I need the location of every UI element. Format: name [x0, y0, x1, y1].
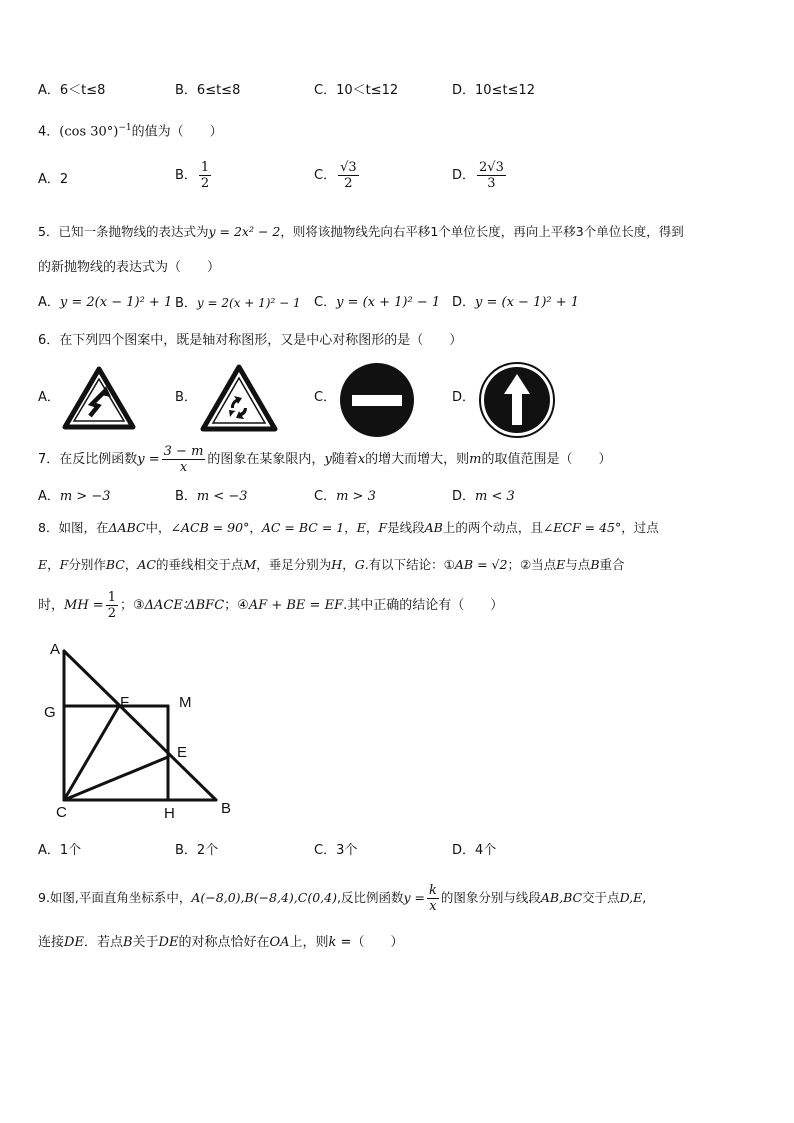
q7-option-a: A．m > −3	[38, 489, 111, 504]
q9-fraction: $\frac{k}{x}$	[428, 883, 437, 914]
q4-option-c: C． $\frac{√3}{2}$	[314, 160, 357, 191]
q4-option-c-fraction: $\frac{√3}{2}$	[340, 160, 357, 191]
q4-option-b: B． $\frac{1}{2}$	[175, 160, 210, 191]
q4-stem	[38, 116, 223, 140]
q8-option-d: D．4个	[452, 843, 497, 858]
q6-option-a-label: A．	[38, 390, 60, 405]
q4-exponent: −1	[118, 123, 132, 133]
q8-label-e: E	[177, 744, 188, 761]
straight-ahead-sign-icon	[479, 362, 555, 438]
winding-road-sign-icon	[62, 366, 136, 430]
q8-line-3: 时，MH = $\frac{1}{2}$ ；③ΔACE∶ΔBFC；④AF + BE = EF.其中正确的结论有（ ）	[38, 590, 504, 621]
q4-option-a: A．2	[38, 172, 69, 187]
q3-option-d: D．10≤t≤12	[452, 83, 535, 98]
q7-option-b: B．m < −3	[175, 489, 248, 504]
q4-number: 4．	[38, 124, 60, 140]
q8-option-a: A．1个	[38, 843, 82, 858]
q7-option-d: D．m < 3	[452, 489, 515, 504]
q5-parabola-expression: y = 2x² − 2	[208, 224, 281, 239]
q8-label-b: B	[221, 800, 232, 817]
q8-option-b: B．2个	[175, 843, 219, 858]
q5-option-c: C．y = (x + 1)² − 1	[314, 295, 441, 310]
q7-option-c: C．m > 3	[314, 489, 376, 504]
q6-option-c-label: C．	[314, 390, 337, 405]
q8-label-f: F	[120, 694, 130, 711]
q4-option-d-fraction: $\frac{2√3}{3}$	[479, 160, 504, 191]
q5-line-1: 5．已知一条抛物线的表达式为y = 2x² − 2，则将该抛物线先向右平移1个单位长度，再向上平移3个单位长度，得到	[38, 224, 684, 239]
q9-line-2: 连接DE．若点B关于DE的对称点恰好在OA上，则k =（ ）	[38, 935, 404, 950]
q8-geometry-figure	[40, 636, 240, 822]
q8-line-1: 8．如图，在ΔABC中，∠ACB = 90°，AC = BC = 1，E，F是线段AB上的两个动点，且∠ECF = 45°，过点	[38, 520, 659, 535]
q4-expression: (cos 30°)	[59, 124, 119, 140]
no-entry-sign-icon	[339, 362, 415, 438]
q5-option-a: A．y = 2(x − 1)² + 1	[38, 295, 173, 310]
roundabout-sign-icon	[200, 364, 278, 432]
q8-line-2: E，F分别作BC，AC的垂线相交于点M，垂足分别为H，G.有以下结论：①AB = √2；②当点E与点B重合	[38, 557, 625, 572]
q8-label-g: G	[44, 704, 56, 721]
q8-segment-cf	[64, 706, 119, 800]
q8-label-c: C	[56, 804, 67, 821]
q3-option-a: A．6＜t≤8	[38, 83, 106, 98]
q8-option-c: C．3个	[314, 843, 358, 858]
q8-label-h: H	[164, 805, 175, 822]
q6-stem: 6．在下列四个图案中，既是轴对称图形，又是中心对称图形的是（ ）	[38, 333, 463, 348]
q4-option-b-fraction: $\frac{1}{2}$	[200, 160, 210, 191]
q8-label-a: A	[50, 641, 61, 658]
q3-option-b: B．6≤t≤8	[175, 83, 241, 98]
q3-option-c: C．10＜t≤12	[314, 83, 399, 98]
q4-suffix: 的值为（ ）	[131, 124, 223, 140]
q8-segment-ab	[64, 651, 216, 800]
q6-option-d-label: D．	[452, 390, 476, 405]
q8-segment-ce	[64, 757, 168, 800]
q7-stem: 7．在反比例函数y = $\frac{3 - m}{x}$ 的图象在某象限内，y随着x的增大而增大，则m的取值范围是（ ）	[38, 444, 612, 475]
q7-fraction: $\frac{3 - m}{x}$	[163, 444, 204, 475]
q4-option-d: D． $\frac{2√3}{3}$	[452, 160, 504, 191]
q5-line-2: 的新抛物线的表达式为（ ）	[38, 260, 221, 275]
q8-label-m: M	[179, 694, 192, 711]
q6-option-b-label: B．	[175, 390, 197, 405]
q8-mh-fraction: $\frac{1}{2}$	[107, 590, 116, 621]
q5-option-b: B．y = 2(x + 1)² − 1	[175, 296, 301, 311]
q5-option-d: D．y = (x − 1)² + 1	[452, 295, 580, 310]
q9-line-1: 9.如图,平面直角坐标系中，A(−8,0),B(−8,4),C(0,4),反比例函数y = $\frac{k}{x}$ 的图象分别与线段AB,BC交于点D,E,	[38, 883, 647, 914]
